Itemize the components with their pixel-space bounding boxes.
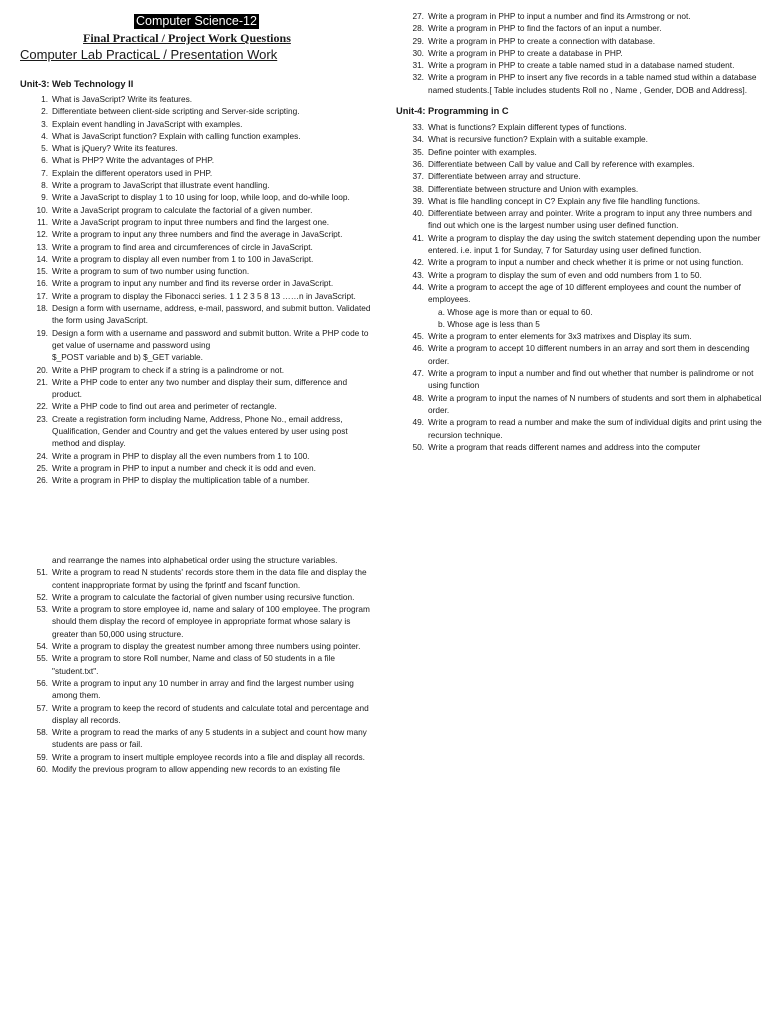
question-text: Differentiate between Call by value and Call by reference with examples. [428,158,695,169]
question-text: Write a program to JavaScript that illustrate event handling. [52,180,270,191]
unit-4-question-list [396,121,766,453]
question-item [396,207,766,232]
question-item [396,330,766,342]
question-text: Write a program to calculate the factorial of given number using recursive function. [52,591,355,602]
question-text: Write a program in PHP to find the factors of an input a number. [428,23,662,34]
question-text: What is JavaScript function? Explain with calling function examples. [52,130,301,141]
question-item [396,121,766,133]
question-item [20,376,375,401]
question-number: 58. [36,727,48,738]
question-number: 3. [41,118,48,129]
question-item [396,441,766,453]
question-text: Write a program in PHP to display the multiplication table of a number. [52,475,310,486]
question-item [20,105,375,117]
question-item [20,167,375,179]
question-number: 21. [36,376,48,387]
question-text: Write a program to input the names of N numbers of students and sort them in alphabetical order. [428,392,762,415]
question-text: Write a program to keep the record of students and calculate total and percentage and display all records. [52,702,369,725]
question-number: 48. [412,392,424,403]
question-item [396,133,766,145]
question-item [20,591,375,603]
question-text: Differentiate between array and pointer. Write a program to input any three numbers and find out which one is the largest number using user defined function. [428,208,752,231]
question-number: 56. [36,677,48,688]
question-text: What is file handling concept in C? Explain any five file handling functions. [428,195,701,206]
question-item [20,277,375,289]
question-item [396,10,766,22]
question-item [396,306,766,318]
question-text: Write a program to store Roll number, Name and class of 50 students in a file "student.txt". [52,653,335,676]
question-number: 28. [412,23,424,34]
question-item [20,327,375,352]
question-number: 39. [412,195,424,206]
question-item [20,216,375,228]
question-number: 43. [412,269,424,280]
question-text: Write a program to sum of two number using function. [52,266,250,277]
question-number: 37. [412,171,424,182]
question-text: Explain event handling in JavaScript with examples. [52,118,243,129]
question-item [20,413,375,450]
question-number: 47. [412,368,424,379]
question-item [396,47,766,59]
question-text: Write a program to input any 10 number in array and find the largest number using among them. [52,677,354,701]
question-item [396,232,766,257]
question-text: Write a PHP code to find out area and perimeter of rectangle. [52,401,277,412]
question-number: 46. [412,343,424,354]
question-number: 13. [36,241,48,252]
question-number: 8. [41,180,48,191]
question-item [396,158,766,170]
question-item [396,170,766,182]
question-text: Write a program to insert multiple employee records into a file and display all records. [52,751,365,762]
question-item [20,450,375,462]
question-number: 54. [36,641,48,652]
question-item [20,702,375,727]
question-text: Write a program in PHP to input a number and check it is odd and even. [52,462,316,473]
question-number: 36. [412,158,424,169]
lab-title: Computer Lab PracticaL / Presentation Work [20,47,278,62]
course-title: Computer Science-12 [136,14,257,28]
question-number: 34. [412,134,424,145]
question-number: 17. [36,290,48,301]
question-item [20,118,375,130]
question-item [396,183,766,195]
document-subtitle: Final Practical / Project Work Questions [83,31,291,45]
question-item [20,179,375,191]
question-number: 29. [412,35,424,46]
question-text: Write a program to display the day using the switch statement depending upon the number entered. i.e. input 1 for Sunday, 7 for Saturday using user defined function. [428,232,761,256]
question-text: Differentiate between array and structure. [428,171,581,182]
question-item [396,281,766,306]
question-text: Write a JavaScript to display 1 to 10 using for loop, while loop, and do-while loop. [52,192,350,203]
question-text: Differentiate between client-side scripting and Server-side scripting. [52,106,300,117]
unit-4-heading: Unit-4: Programming in C [396,106,509,117]
question-number: 19. [36,327,48,338]
question-number: 50. [412,441,424,452]
question-text: Design a form with a username and password and submit button. Write a PHP code to get value of username and password using [52,327,369,350]
question-text: Create a registration form including Name, Address, Phone No., email address, Qualification, Gender and Country and get the values entered by user using post method and display. [52,413,348,449]
question-number: 41. [412,232,424,243]
question-text: Write a JavaScript program to calculate the factorial of a given number. [52,204,313,215]
question-text: $_POST variable and b) $_GET variable. [52,352,203,363]
question-number: 51. [36,567,48,578]
question-item [396,342,766,367]
question-item [20,228,375,240]
question-text: Write a program to display the sum of even and odd numbers from 1 to 50. [428,269,702,280]
question-item [20,290,375,302]
question-text: What is jQuery? Write its features. [52,143,178,154]
question-text: Write a program to input any three numbers and find the average in JavaScript. [52,229,343,240]
question-text: What is JavaScript? Write its features. [52,94,193,104]
question-item [20,462,375,474]
question-text: Write a program to read the marks of any 5 students in a subject and count how many students are pass or fail. [52,727,367,750]
question-item [396,256,766,268]
question-text: a. Whose age is more than or equal to 60. [438,306,593,317]
question-number: 4. [41,130,48,141]
question-number: 25. [36,462,48,473]
question-number: 30. [412,47,424,58]
question-item [20,241,375,253]
question-text: Write a program to input a number and find out whether that number is palindrome or not using function [428,368,754,391]
question-text: b. Whose age is less than 5 [438,318,540,329]
question-number: 26. [36,475,48,486]
question-number: 42. [412,257,424,268]
question-number: 20. [36,364,48,375]
question-number: 33. [412,122,424,133]
left-column-top [20,13,375,487]
question-text: Write a JavaScript program to input three numbers and find the largest one. [52,216,330,227]
question-item [20,652,375,677]
question-item [20,751,375,763]
question-number: 6. [41,155,48,166]
question-number: 60. [36,764,48,775]
question-number: 18. [36,303,48,314]
question-text: What is functions? Explain different types of functions. [428,122,627,133]
question-item [20,154,375,166]
web-question-list-continued [396,10,766,96]
question-text: Write a program to accept the age of 10 different employees and count the number of employees. [428,281,741,305]
question-item [20,253,375,265]
question-item [20,204,375,216]
question-text: Explain the different operators used in PHP. [52,167,213,178]
question-text: Design a form with username, address, e-mail, password, and submit button. Validated the form using JavaScript. [52,303,371,326]
question-text: Write a program to read a number and make the sum of individual digits and print using the recursion technique. [428,417,762,440]
question-number: 31. [412,60,424,71]
question-number: 55. [36,653,48,664]
question-number: 53. [36,604,48,615]
question-text: Write a program to read N students' records store them in the data file and display the content inappropriate format by using the fprintf and fscanf function. [52,567,367,590]
question-number: 7. [41,167,48,178]
question-number: 49. [412,417,424,428]
document-header [20,13,375,79]
question-item [20,302,375,327]
question-text: Write a PHP program to check if a string is a palindrome or not. [52,364,285,375]
left-column-bottom [20,554,375,775]
question-text: Write a program to find area and circumferences of circle in JavaScript. [52,241,313,252]
question-text: Write a program to accept 10 different numbers in an array and sort them in descending order. [428,343,750,366]
question-text: Write a program in PHP to create a table named stud in a database named student. [428,60,735,71]
question-text: Write a program in PHP to create a database in PHP. [428,47,623,58]
question-text: Write a program to input a number and check whether it is prime or not using function. [428,257,744,268]
question-50-continuation: and rearrange the names into alphabetical order using the structure variables. [52,555,338,565]
question-number: 35. [412,146,424,157]
unit-3-heading: Unit-3: Web Technology II [20,79,134,89]
question-item [396,416,766,441]
question-item [396,71,766,96]
right-column [396,10,766,453]
question-item [396,269,766,281]
question-number: 59. [36,751,48,762]
question-number: 45. [412,331,424,342]
question-number: 52. [36,591,48,602]
question-text: Differentiate between structure and Union with examples. [428,183,639,194]
question-item [396,22,766,34]
question-number: 27. [412,11,424,21]
question-number: 15. [36,266,48,277]
question-text: Write a program to display the greatest number among three numbers using pointer. [52,641,361,652]
question-item [20,566,375,591]
question-number: 38. [412,183,424,194]
question-text: Write a program to store employee id, name and salary of 100 employee. The program should them display the record of employee in appropriate format whose salary is greater than 50,000 using structure. [52,604,370,639]
question-number: 22. [36,401,48,412]
question-item [396,146,766,158]
question-number: 2. [41,106,48,117]
question-item [20,640,375,652]
c-question-list-continued [20,566,375,775]
question-item [20,191,375,203]
question-number: 9. [41,192,48,203]
question-text: Write a program to display all even number from 1 to 100 in JavaScript. [52,253,314,264]
question-number: 32. [412,72,424,83]
question-text: Write a program in PHP to display all the even numbers from 1 to 100. [52,450,310,461]
question-item [396,318,766,330]
question-text: Write a program in PHP to input a number and find its Armstrong or not. [428,11,691,21]
question-text: Write a program that reads different names and address into the computer [428,441,701,452]
question-text: Write a program in PHP to create a connection with database. [428,35,656,46]
question-text: Modify the previous program to allow appending new records to an existing file [52,764,341,775]
question-number: 12. [36,229,48,240]
question-text: Define pointer with examples. [428,146,537,157]
question-number: 1. [41,94,48,104]
question-text: Write a program to display the Fibonacci series. 1 1 2 3 5 8 13 ……n in JavaScript. [52,290,356,301]
question-item [20,677,375,702]
question-item [20,364,375,376]
question-item [396,59,766,71]
question-item [396,367,766,392]
question-text: What is recursive function? Explain with a suitable example. [428,134,648,145]
question-number: 5. [41,143,48,154]
question-item [396,195,766,207]
question-item [20,351,375,363]
question-number: 24. [36,450,48,461]
question-number: 11. [37,216,48,227]
question-text: Write a program to input any number and find its reverse order in JavaScript. [52,278,334,289]
question-item [20,130,375,142]
question-item [20,265,375,277]
question-item [20,142,375,154]
question-item [20,400,375,412]
question-item [20,474,375,486]
question-number: 57. [36,702,48,713]
question-text: Write a program to enter elements for 3x3 matrixes and Display its sum. [428,331,692,342]
question-number: 44. [412,281,424,292]
question-number: 16. [36,278,48,289]
question-item [20,726,375,751]
question-item [396,392,766,417]
question-item [396,35,766,47]
question-number: 14. [36,253,48,264]
question-number: 40. [412,208,424,219]
question-item [20,763,375,775]
question-text: Write a program in PHP to insert any five records in a table named stud within a database named students.[ Table includes students Roll no , Name , Gender, DOB and Address]. [428,72,757,95]
question-item [20,93,375,105]
question-text: Write a PHP code to enter any two number and display their sum, difference and product. [52,376,348,400]
question-text: What is PHP? Write the advantages of PHP. [52,155,215,166]
question-number: 23. [36,413,48,424]
question-number: 10. [36,204,48,215]
unit-3-question-list [20,93,375,487]
question-item [20,603,375,640]
